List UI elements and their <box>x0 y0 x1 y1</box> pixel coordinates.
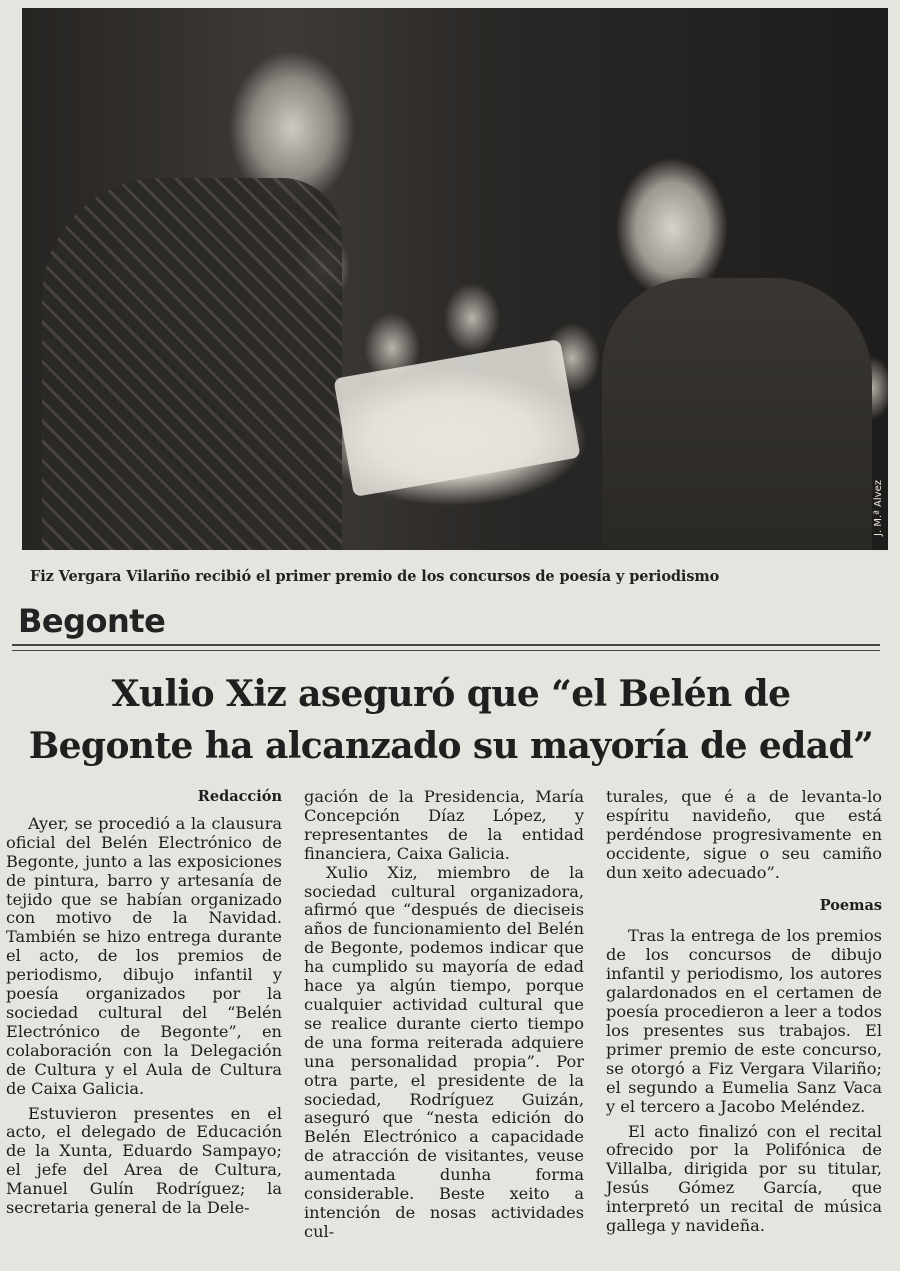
paragraph: Ayer, se procedió a la clausura oficial del Belén Electrónico de Begonte, junto a las exposiciones de pintura, barro y artesanía de tejido que se habían organizado con motivo de la Navidad. También se hizo entrega durante el acto, de los premios de periodismo, dibujo infantil y poesía organizados por la sociedad cultural del “Belén Electrónico de Begonte”, en colaboración con la Delegación de Cultura y el Aula de Cultura de Caixa Galicia. <box>6 813 282 1098</box>
paragraph: El acto finalizó con el recital ofrecido por la Polifónica de Villalba, dirigida por su titular, Jesús Gómez García, que interpretó un recital de música gallega y navideña. <box>606 1121 882 1236</box>
headline-line-2: Begonte ha alcanzado su mayoría de edad” <box>28 725 874 767</box>
photo-figure-right <box>602 278 872 550</box>
paragraph: Tras la entrega de los premios de los concursos de dibujo infantil y periodismo, los autores galardonados en el certamen de poesía procedieron a leer a todos los presentes sus trabajos. El primer premio de este concurso, se otorgó a Fiz Vergara Vilariño; el segundo a Eumelia Sanz Vaca y el tercero a Jacobo Meléndez. <box>606 926 882 1116</box>
headline <box>18 668 884 772</box>
photo-caption: Fiz Vergara Vilariño recibió el primer premio de los concursos de poesía y periodismo <box>30 568 720 585</box>
section-rule <box>12 644 880 646</box>
news-photo <box>22 8 888 550</box>
subhead: Poemas <box>819 896 882 914</box>
headline-line-1: Xulio Xiz aseguró que “el Belén de <box>111 673 791 715</box>
photo-credit: J. M.ª Alvez <box>873 480 884 536</box>
article-column-2 <box>304 788 584 1242</box>
section-title: Begonte <box>18 602 166 640</box>
article-column-3 <box>606 788 882 1236</box>
paragraph: gación de la Presidencia, María Concepción Díaz López, y representantes de la entidad financiera, Caixa Galicia. <box>304 787 584 863</box>
paragraph: turales, que é a de levanta-lo espíritu navideño, que está perdéndose progresivamente en occidente, sigue o seu camiño dun xeito adecuado”. <box>606 787 882 882</box>
photo-diploma <box>333 339 580 497</box>
photo-figure-left <box>42 178 342 550</box>
byline: Redacción <box>197 788 282 805</box>
section-rule-thin <box>12 650 880 651</box>
paragraph: Estuvieron presentes en el acto, el delegado de Educación de la Xunta, Eduardo Sampayo; el jefe del Area de Cultura, Manuel Gulín Rodríguez; la secretaria general de la Dele- <box>6 1103 282 1218</box>
article-column-1 <box>6 788 282 1218</box>
paragraph: Xulio Xiz, miembro de la sociedad cultural organizadora, afirmó que “después de dieciseis años de funcionamiento del Belén de Begonte, podemos indicar que ha cumplido su mayoría de edad hace ya algún tiempo, porque cualquier actividad cultural que se realice durante cierto tiempo de una forma reiterada adquiere una personalidad propia”. Por otra parte, el presidente de la sociedad, Rodríguez Guizán, aseguró que “nesta edición do Belén Electrónico a capacidade de atracción de visitantes, veuse aumentada dunha forma considerable. Beste xeito a intención de nosas actividades cul- <box>304 862 584 1241</box>
